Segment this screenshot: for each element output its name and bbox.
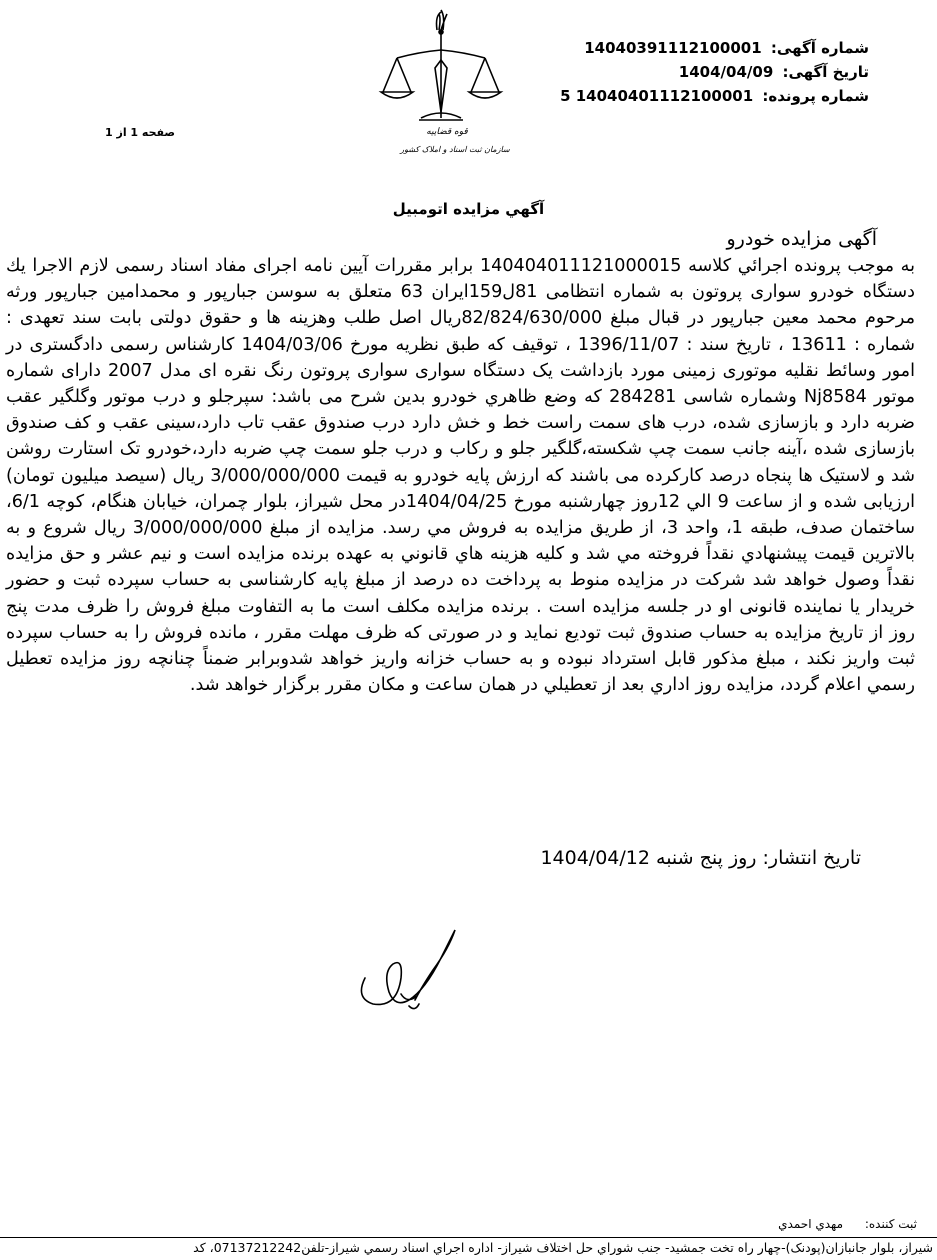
notice-date: 1404/04/09 — [678, 63, 774, 81]
emblem-line2: سازمان ثبت اسناد و املاک کشور — [400, 145, 510, 154]
notice-date-row — [539, 60, 869, 84]
publication-date-value: روز پنج شنبه 1404/04/12 — [540, 847, 757, 869]
notice-number: 14040391112100001 — [584, 39, 762, 57]
file-number-label: شماره پرونده: — [762, 87, 869, 105]
notice-header — [539, 36, 869, 108]
notice-number-row — [539, 36, 869, 60]
footer-divider — [0, 1237, 937, 1238]
signature-icon — [345, 908, 495, 1018]
publication-date-label: تاریخ انتشار: — [762, 847, 861, 869]
notice-body: به موجب پرونده اجرائي كلاسه 140404011121000015 برابر مقررات آيين نامه اجرای مفاد اسناد رسمی لازم الاجرا يك دستگاه خودرو سواری پروتون به شماره انتظامی 81ل159ایران 63 متعلق به سوسن جبارپور و محمدامین جبارپور ورثه مرحوم محمد معین جبارپور در قبال مبلغ 82/824/630/000ریال اصل طلب وهزینه ها و حقوق دولتی بابت سند تعهدی : شماره : 13611 ، تاریخ سند : 1396/11/07 ، توقیف که طبق نظریه مورخ 1404/03/06 کارشناس رسمی دادگستری در امور وسائط نقلیه موتوری زمینی مورد بازداشت یک دستگاه سواری سواری پروتون رنگ نقره ای مدل 2007 دارای شماره موتور Nj8584 وشماره شاسی 284281 كه وضع ظاهري خودرو بدين شرح می باشد: سپرجلو و درب موتور وگلگیر عقب ضربه دارد و بازسازی شده، درب های سمت راست خط و خش دارد درب صندوق عقب تاب دارد،سینی عقب و کف صندوق بازسازی شده ،آینه جانب سمت چپ شکسته،گلگیر جلو و رکاب و درب جلو سمت چپ ضربه دارد،خودرو تک استارت روشن شد و لاستیک ها پنجاه درصد کارکرده می باشند که ارزش پایه خودرو به قیمت 3/000/000/000 ریال (سیصد میلیون تومان) ارزیابی شده و از ساعت 9 الي 12روز چهارشنبه مورخ 1404/04/25در محل شیراز، بلوار چمران، خیابان هنگام، کوچه 6/1، ساختمان صدف، طبقه 1، واحد 3، از طريق مزايده به فروش مي رسد. مزايده از مبلغ 3/000/000/000 ريال شروع و به بالاترين قيمت پيشنهادي نقداً فروخته مي شد و كليه هزينه هاي قانوني به عهده برنده مزايده است و نيم عشر و حق مزايده نقداً وصول خواهد شد شركت در مزايده منوط به پرداخت ده درصد از مبلغ پایه کارشناسی به حساب سپرده ثبت و حضور خریدار یا نماینده قانونی او در جلسه مزایده است . برنده مزايده مكلف است ما به التفاوت مبلغ فروش را ظرف مدت پنج روز از تاريخ مزايده به حساب صندوق ثبت توديع نمايد و در صورتی که ظرف مهلت مقرر ، مانده فروش را به حساب سپرده ثبت واریز نكند ، مبلغ مذكور قابل استرداد نبوده و به حساب خزانه واريز خواهد شدوبرابر ضمناً چنانچه روز مزايده تعطيل رسمي اعلام گردد، مزايده روز اداري بعد از تعطيلي در همان ساعت و مكان مقرر برگزار خواهد شد. — [6, 256, 916, 696]
publication-date — [540, 845, 861, 871]
emblem-line1: قوه قضاییه — [426, 127, 468, 137]
notice-date-label: تاریخ آگهی: — [782, 63, 869, 81]
registrar-name: مهدي احمدي — [778, 1217, 844, 1231]
file-number: 14040401112100001 5 — [560, 87, 754, 105]
file-number-row — [539, 84, 869, 108]
document-title: آگهي مزايده اتومبيل — [392, 200, 545, 218]
registrar — [778, 1217, 917, 1231]
judiciary-scales-emblem-icon — [375, 8, 545, 158]
page-number: صفحه 1 از 1 — [105, 126, 176, 139]
registrar-label: ثبت کننده: — [864, 1217, 917, 1231]
notice-number-label: شماره آگهی: — [770, 39, 869, 57]
footer-address: شیراز، بلوار جانبازان(پودنک)-چهار راه تخت جمشید- جنب شوراي حل اختلاف شیراز- اداره اجراي اسناد رسمي شیراز-تلفن07137212242، کد — [193, 1240, 933, 1255]
document-heading: آگهی مزایده خودرو — [726, 228, 877, 250]
